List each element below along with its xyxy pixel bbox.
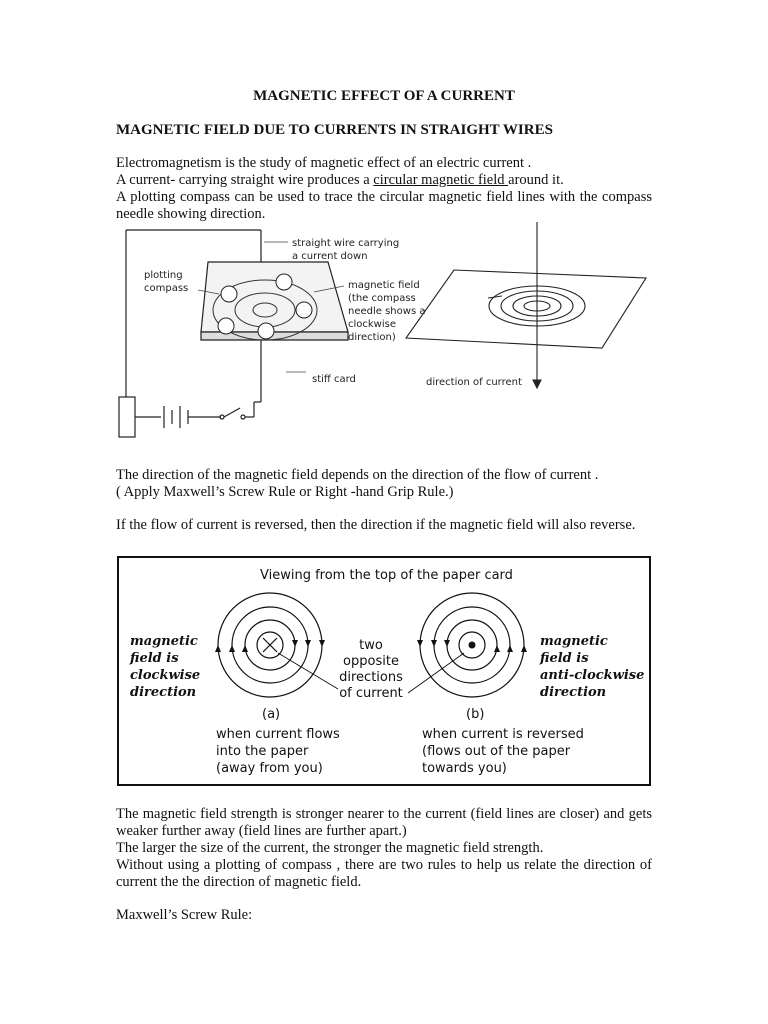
circular-field-term: circular magnetic field xyxy=(373,172,509,188)
strength-paragraph xyxy=(116,806,652,891)
field-plane-diagram xyxy=(406,222,646,388)
desc-a-3: (away from you) xyxy=(216,761,323,776)
right-label-1: magnetic xyxy=(540,634,608,649)
intro-paragraph xyxy=(116,155,652,223)
reverse-paragraph xyxy=(116,517,652,534)
intro-line-2-start: A current- carrying straight wire produces a xyxy=(116,172,374,188)
compass-label: plotting xyxy=(144,270,183,281)
strength-line-2: The larger the size of the current, the stronger the magnetic field strength. xyxy=(116,840,544,856)
intro-line-1: Electromagnetism is the study of magnetic effect of an electric current . xyxy=(116,155,532,171)
wire-label: straight wire carrying xyxy=(292,238,400,249)
current-out-dot xyxy=(469,642,476,649)
field-label-2: (the compass xyxy=(348,293,416,304)
maxwell-heading: Maxwell’s Screw Rule: xyxy=(116,907,253,923)
right-label-2: field is xyxy=(540,651,589,666)
direction-paragraph xyxy=(116,467,652,501)
wire-label-2: a current down xyxy=(292,251,368,262)
field-label-4: clockwise xyxy=(348,319,397,330)
section-heading: MAGNETIC FIELD DUE TO CURRENTS IN STRAIGHT WIRES xyxy=(116,122,553,138)
center-label-2: opposite xyxy=(343,654,399,669)
desc-b-1: when current is reversed xyxy=(422,727,584,742)
desc-b-3: towards you) xyxy=(422,761,507,776)
field-label: magnetic field xyxy=(348,280,420,291)
field-direction-figure xyxy=(116,555,652,787)
center-label-3: directions xyxy=(339,670,403,685)
page-title: MAGNETIC EFFECT OF A CURRENT xyxy=(253,88,515,104)
field-label-5: direction) xyxy=(348,332,396,343)
compass-wire-figure xyxy=(116,222,652,450)
compass-label-2: compass xyxy=(144,283,189,294)
field-label-3: needle shows a xyxy=(348,306,426,317)
strength-line-3: Without using a plotting of compass , there are two rules to help us relate the direction of current the the direction of magnetic field. xyxy=(116,857,652,890)
desc-b-2: (flows out of the paper xyxy=(422,744,571,759)
left-label-1: magnetic xyxy=(130,634,198,649)
left-label-4: direction xyxy=(130,685,197,700)
intro-line-2-end: around it. xyxy=(508,172,564,188)
desc-a-1: when current flows xyxy=(216,727,340,742)
direction-line-2: ( Apply Maxwell’s Screw Rule or Right -hand Grip Rule.) xyxy=(116,484,454,500)
intro-line-3: A plotting compass can be used to trace the circular magnetic field lines with the compass needle showing direction. xyxy=(116,189,652,222)
left-label-3: clockwise xyxy=(130,668,201,683)
strength-line-1: The magnetic field strength is stronger nearer to the current (field lines are closer) and gets weaker further away (field lines are further apart.) xyxy=(116,806,652,839)
reverse-text: If the flow of current is reversed, then the direction if the magnetic field will also reverse. xyxy=(116,517,636,533)
center-label-4: of current xyxy=(339,686,403,701)
left-label-2: field is xyxy=(130,651,179,666)
caption-a: (a) xyxy=(262,707,281,722)
center-label-1: two xyxy=(359,638,383,653)
stiff-card-label: stiff card xyxy=(312,374,356,385)
intro-line-2 xyxy=(116,172,652,189)
caption-b: (b) xyxy=(466,707,485,722)
figure2-heading: Viewing from the top of the paper card xyxy=(260,568,513,583)
current-direction-label: direction of current xyxy=(426,377,522,388)
direction-line-1: The direction of the magnetic field depends on the direction of the flow of current . xyxy=(116,467,599,483)
right-label-4: direction xyxy=(540,685,607,700)
right-label-3: anti-clockwise xyxy=(540,668,645,683)
desc-a-2: into the paper xyxy=(216,744,309,759)
